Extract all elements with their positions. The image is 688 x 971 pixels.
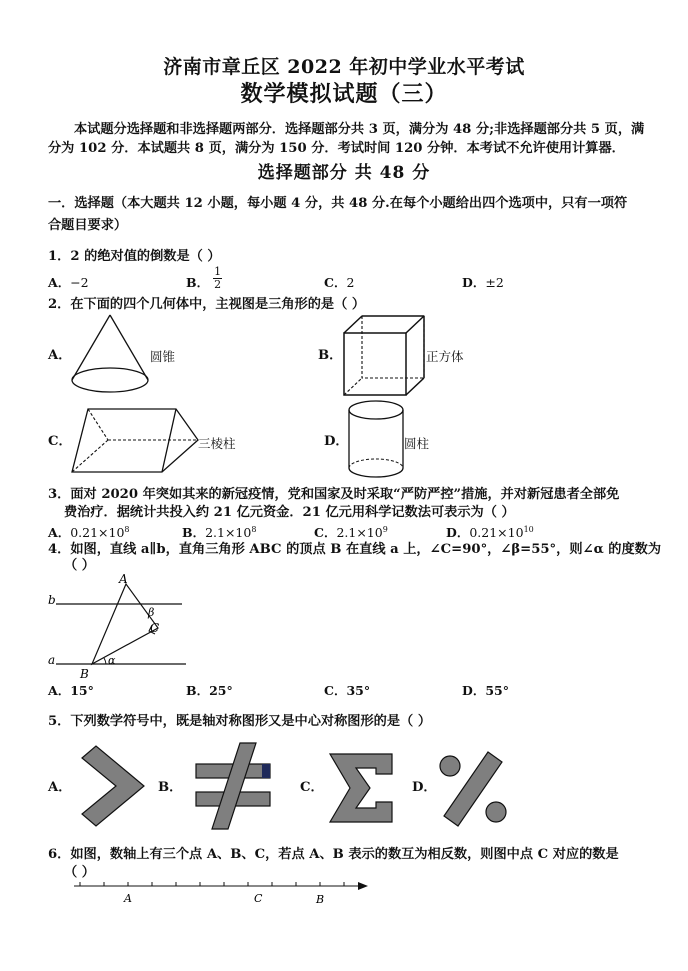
sigma-symbol [326,750,398,828]
q4-figure [44,570,194,682]
angle-alpha-label: α [108,654,116,667]
q3-option-d: D．$0.21\times 10^{10}$ [446,524,534,540]
q4-option-a: A．15° [48,683,94,698]
vertex-c-label: C [150,621,160,635]
vertex-a-label: A [119,572,128,586]
q3-option-a: A．$0.21\times 10^8$ [48,524,130,540]
q2-option-c-name: 三棱柱 [198,436,236,451]
q4-stem-line2: （ ） [64,558,95,573]
q5-option-b-label: B． [158,780,183,795]
q4-option-c: C．35° [324,683,371,698]
greater-than-symbol [78,744,150,828]
not-equal-symbol [192,740,278,832]
q6-stem-line2: （ ） [64,865,95,880]
q4-option-b: B．25° [186,683,233,698]
q5-option-d-label: D． [412,780,437,795]
triangular-prism-figure [66,406,206,478]
exam-subtitle: 数学模拟试题（三） [240,81,448,107]
q5-option-a-label: A． [48,780,72,795]
q1-stem: 1．2 的绝对值的倒数是（ ） [48,249,221,264]
line-b-label: b [48,593,56,607]
q1-option-c: C．2 [324,275,355,290]
q1-option-b: B． $\frac{1}{2}$ [186,265,222,291]
cone-figure [66,312,156,400]
q3-stem-line2: 费治疗．据统计共投入约 21 亿元资金．21 亿元用科学记数法可表示为（ ） [64,505,515,520]
q2-option-b-label: B． [318,348,343,363]
q3-option-c: C．$2.1\times 10^9$ [314,524,388,540]
q1-option-d: D．±2 [462,275,504,290]
instruction-line2: 合题目要求） [48,218,128,233]
q2-stem: 2．在下面的四个几何体中，主视图是三角形的是（ ） [48,297,366,312]
point-c-label: C [254,892,263,905]
cylinder-figure [344,398,408,482]
q2-option-a-label: A． [48,348,72,363]
q3-option-b: B．$2.1\times 10^8$ [182,524,257,540]
cube-figure [340,313,430,403]
vertex-b-label: B [80,667,89,681]
q5-stem: 5．下列数学符号中，既是轴对称图形又是中心对称图形的是（ ） [48,714,432,729]
q4-stem-line1: 4．如图，直线 a∥b，直角三角形 ABC 的顶点 B 在直线 a 上，∠C=90°，∠β=55°，则∠α 的度数为 [48,542,662,557]
line-a-label: a [48,653,56,667]
q1-option-a: A．−2 [48,275,89,290]
q2-option-d-label: D． [324,434,349,449]
q2-option-d-name: 圆柱 [404,436,430,451]
instruction-line1: 一．选择题（本大题共 12 小题，每小题 4 分，共 48 分.在每个小题给出四个选项中，只有一项符 [48,196,628,211]
point-b-label: B [316,893,325,906]
q4-option-d: D．55° [462,683,509,698]
q5-option-c-label: C． [300,780,324,795]
q2-option-a-name: 圆锥 [150,349,176,364]
point-a-label: A [124,892,132,905]
q2-option-c-label: C． [48,434,72,449]
exam-title: 济南市章丘区 2022 年初中学业水平考试 [163,56,525,78]
number-line [70,878,380,910]
angle-beta-label: β [148,606,155,619]
percent-symbol [432,750,516,830]
q3-stem-line1: 3．面对 2020 年突如其来的新冠疫情，党和国家及时采取“严防严控”措施，并对新冠患者全部免 [48,487,620,502]
section-title: 选择题部分 共 48 分 [257,163,431,183]
q2-option-b-name: 正方体 [426,349,464,364]
exam-intro: 本试题分选择题和非选择题两部分．选择题部分共 3 页，满分为 48 分;非选择题部分共 5 页，满分为 102 分．本试题共 8 页，满分为 150 分．考试时间 120 分钟．本考试不允许使用计算器． [48,122,645,156]
q6-stem-line1: 6．如图，数轴上有三个点 A、B、C，若点 A、B 表示的数互为相反数，则图中点 C 对应的数是 [48,847,619,862]
